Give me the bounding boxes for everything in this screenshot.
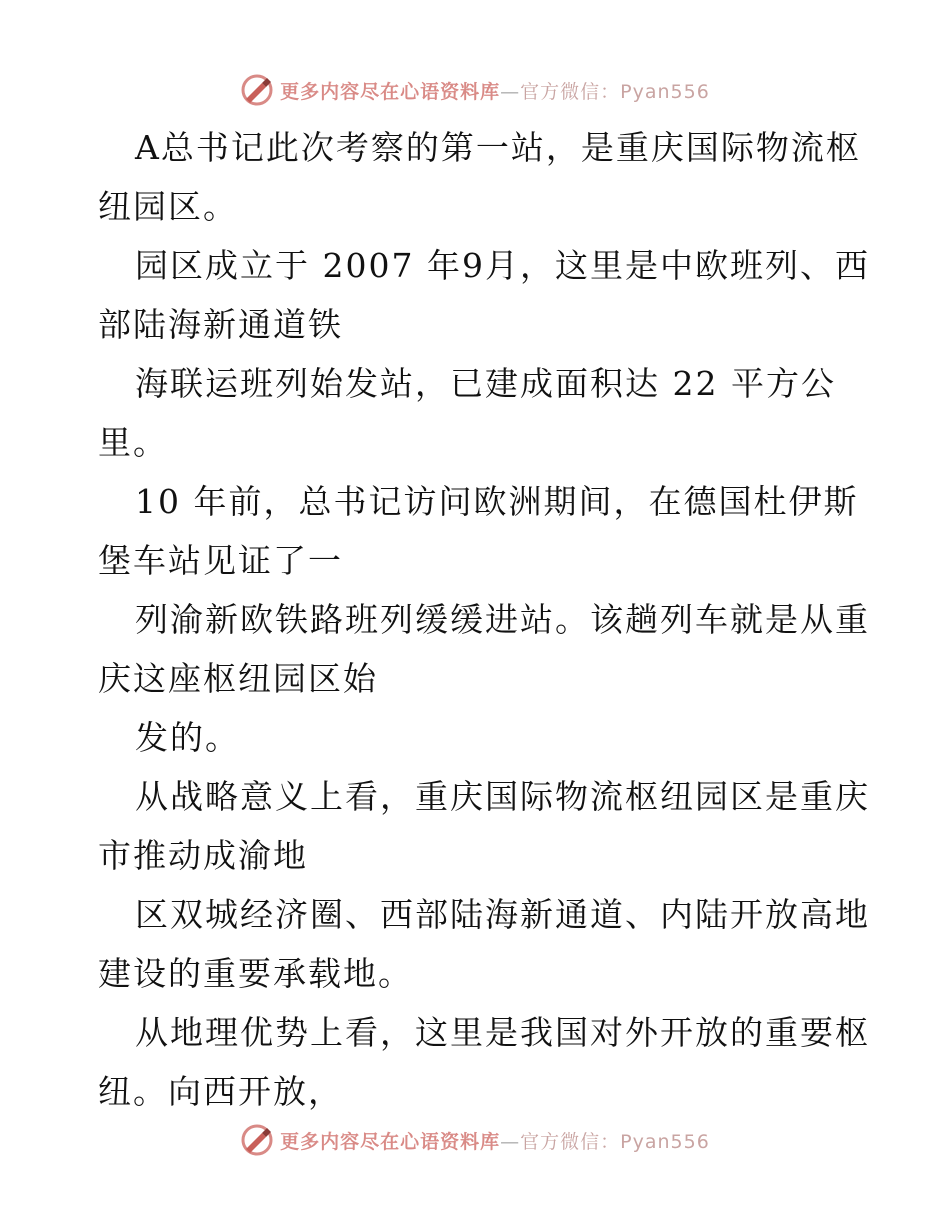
pen-logo-icon	[240, 1123, 274, 1157]
text-line: 堡车站见证了一	[98, 541, 343, 580]
paragraph	[98, 708, 858, 767]
watermark-text: 更多内容尽在心语资料库—官方微信：Pyan556	[280, 1130, 710, 1153]
text-line: 里。	[98, 423, 168, 462]
paragraph	[98, 472, 858, 590]
text-line: 部陆海新通道铁	[98, 305, 343, 344]
paragraph	[98, 118, 861, 236]
text-line: 海联运班列始发站，已建成面积达 22 平方公	[135, 364, 836, 403]
text-line: 从地理优势上看，这里是我国对外开放的重要枢	[135, 1013, 870, 1052]
text-line: 从战略意义上看，重庆国际物流枢纽园区是重庆	[135, 777, 870, 816]
text-line: 发的。	[135, 718, 240, 757]
text-line: A总书记此次考察的第一站，是重庆国际物流枢	[135, 128, 861, 167]
text-line: 市推动成渝地	[98, 836, 308, 875]
text-line: 列渝新欧铁路班列缓缓进站。该趟列车就是从重	[135, 600, 870, 639]
text-line: 区双城经济圈、西部陆海新通道、内陆开放高地	[135, 895, 870, 934]
text-line: 纽。向西开放，	[98, 1072, 343, 1111]
text-line: 纽园区。	[98, 187, 238, 226]
header-watermark	[0, 70, 950, 110]
paragraph	[98, 354, 858, 472]
text-line: 庆这座枢纽园区始	[98, 659, 378, 698]
paragraph	[98, 1003, 870, 1121]
paragraph	[98, 885, 870, 1003]
pen-logo-icon	[240, 73, 274, 107]
document-body	[98, 118, 870, 1121]
text-line: 建设的重要承载地。	[98, 954, 413, 993]
paragraph	[98, 236, 870, 354]
watermark-text: 更多内容尽在心语资料库—官方微信：Pyan556	[280, 80, 710, 103]
paragraph	[98, 590, 870, 708]
paragraph	[98, 767, 870, 885]
text-line: 园区成立于 2007 年9月，这里是中欧班列、西	[135, 246, 870, 285]
text-line: 10 年前，总书记访问欧洲期间，在德国杜伊斯	[135, 482, 859, 521]
footer-watermark	[0, 1120, 950, 1160]
